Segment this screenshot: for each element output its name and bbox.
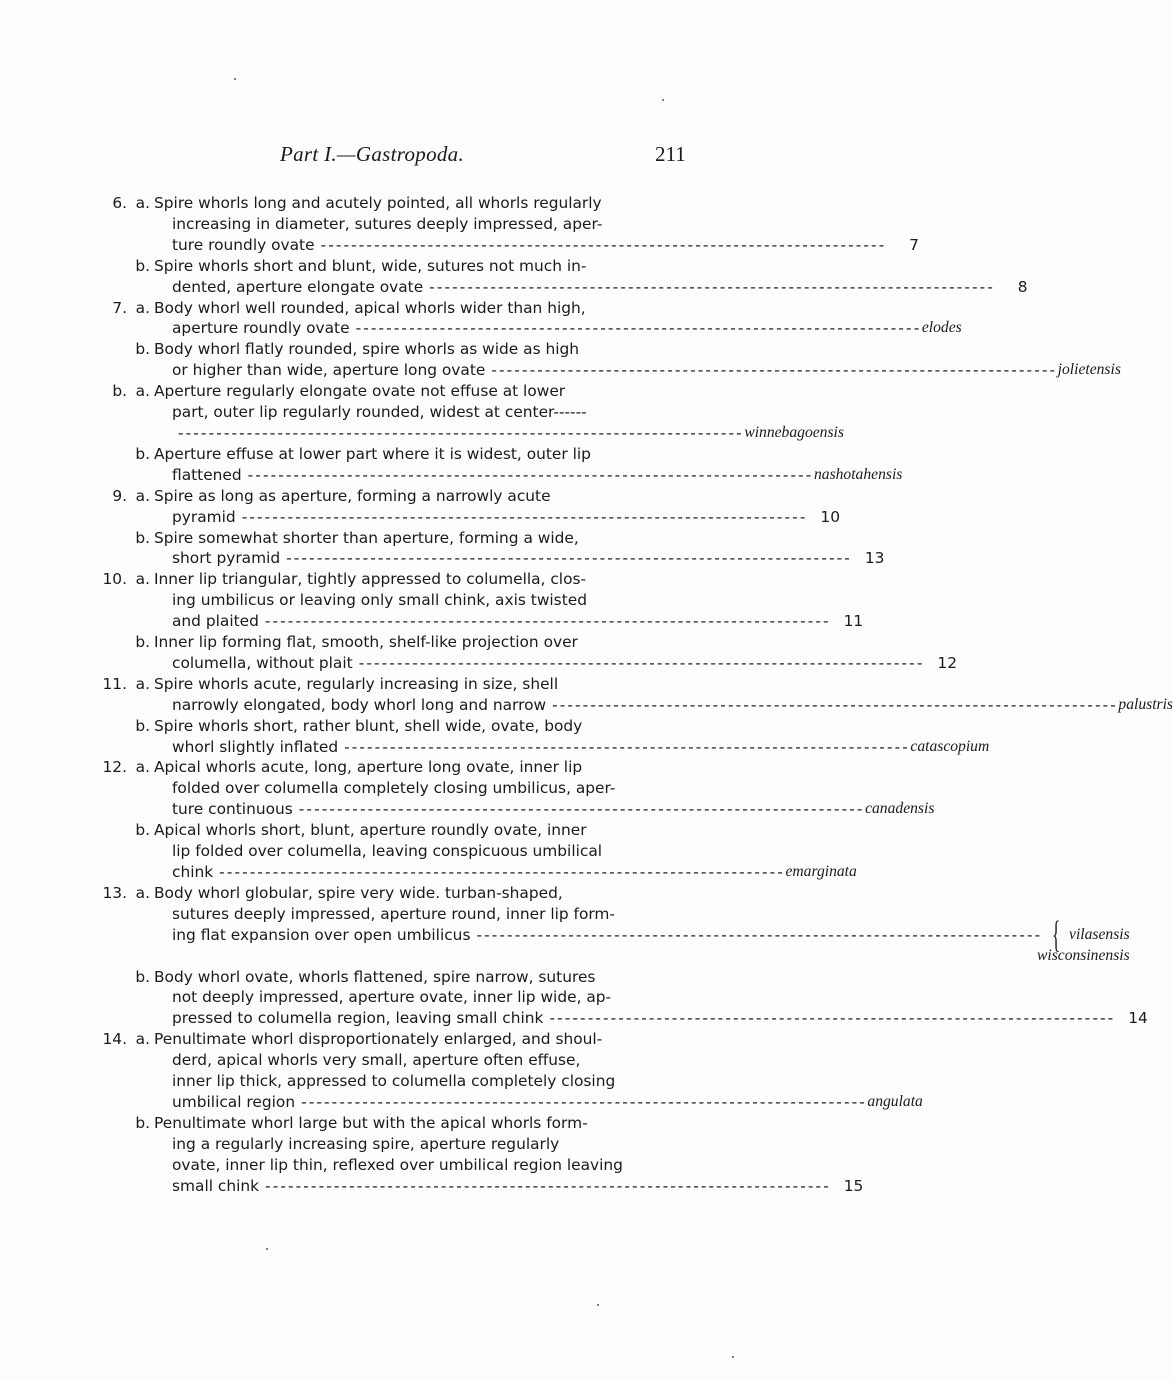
key-couplet xyxy=(90,193,1028,298)
couplet-number: 12. xyxy=(102,758,127,777)
entry-line xyxy=(154,1176,863,1197)
entry-text: pyramid xyxy=(172,507,236,526)
key-entry-b xyxy=(90,528,885,570)
entry-line xyxy=(154,444,902,465)
entry-text: Penultimate whorl large but with the apical whorls form- xyxy=(154,1113,588,1132)
entry-line xyxy=(154,528,884,549)
entry-line xyxy=(154,757,934,778)
entry-body xyxy=(150,569,863,632)
entry-text: Inner lip triangular, tightly appressed to columella, clos- xyxy=(154,570,587,589)
identification-key xyxy=(90,193,1173,1197)
taxon-name: jolietensis xyxy=(1057,361,1121,379)
key-couplet xyxy=(90,674,1173,758)
entry-letter: a. xyxy=(135,486,150,505)
entry-letter: a. xyxy=(135,674,150,693)
entry-text: sutures deeply impressed, aperture round, inner lip form- xyxy=(172,904,615,923)
entry-body xyxy=(150,632,957,674)
key-entry-b xyxy=(90,967,1148,1030)
couplet-number: 7. xyxy=(112,298,127,317)
entry-letter: a. xyxy=(135,194,150,212)
key-couplet xyxy=(90,381,903,486)
lead-number: 12 xyxy=(937,653,957,672)
couplet-number: 13. xyxy=(102,883,127,902)
entry-line xyxy=(154,1029,923,1050)
taxon-name: palustris xyxy=(1118,695,1173,713)
entry-line xyxy=(154,862,857,883)
entry-letter: b. xyxy=(135,528,150,547)
entry-line xyxy=(154,1092,923,1113)
lead-number: 10 xyxy=(820,507,840,526)
entry-text: Apical whorls short, blunt, aperture roundly ovate, inner xyxy=(154,821,587,840)
dot-leader xyxy=(219,862,781,883)
entry-text: aperture roundly ovate xyxy=(172,319,350,338)
entry-text: Body whorl ovate, whorls flattened, spire narrow, sutures xyxy=(154,967,596,986)
entry-body xyxy=(150,883,1130,967)
entry-body xyxy=(150,256,1027,298)
dot-leader xyxy=(286,548,848,569)
entry-line xyxy=(154,465,902,486)
entry-text: whorl slightly inflated xyxy=(172,737,339,756)
dot-leader xyxy=(265,611,827,632)
entry-text: ing flat expansion over open umbilicus xyxy=(172,925,471,944)
entry-body xyxy=(150,486,840,528)
entry-letter: a. xyxy=(135,1030,150,1049)
entry-text: Spire somewhat shorter than aperture, forming a wide, xyxy=(154,528,579,547)
key-entry-a xyxy=(90,569,864,632)
entry-text: part, outer lip regularly rounded, widest at center------ xyxy=(172,403,587,422)
key-entry-a xyxy=(90,1029,923,1113)
entry-line xyxy=(154,799,934,820)
entry-text: Body whorl globular, spire very wide. turban-shaped, xyxy=(154,883,563,902)
dot-leader xyxy=(248,465,810,486)
entry-text: or higher than wide, aperture long ovate xyxy=(172,361,486,380)
key-couplet xyxy=(90,486,885,570)
dot-leader xyxy=(301,1092,863,1113)
key-entry-b xyxy=(90,820,857,883)
entry-line xyxy=(154,402,844,423)
entry-text: folded over columella completely closing umbilicus, aper- xyxy=(172,779,616,798)
entry-body xyxy=(150,674,1173,716)
entry-line xyxy=(154,820,857,841)
entry-text: Spire as long as aperture, forming a narrowly acute xyxy=(154,486,551,505)
entry-line xyxy=(154,1050,923,1071)
entry-letter: b. xyxy=(135,967,150,986)
entry-letter: a. xyxy=(135,883,150,902)
key-entry-b xyxy=(90,339,1121,381)
taxon-name: winnebagoensis xyxy=(744,423,844,441)
entry-line xyxy=(154,360,1121,381)
entry-line xyxy=(154,841,857,862)
key-couplet xyxy=(90,569,957,674)
key-entry-b xyxy=(90,632,957,674)
entry-line xyxy=(154,674,1173,695)
entry-line xyxy=(154,737,989,758)
lead-number: 14 xyxy=(1128,1009,1148,1028)
entry-letter: b. xyxy=(135,633,150,652)
page-number: 211 xyxy=(655,142,686,166)
brace: { xyxy=(1051,913,1061,956)
entry-body xyxy=(150,1029,923,1113)
taxon-name: catascopium xyxy=(910,737,990,755)
entry-text: dented, aperture elongate ovate xyxy=(172,277,424,296)
paper-speck xyxy=(732,1356,734,1358)
dot-leader xyxy=(552,695,1114,716)
entry-text: and plaited xyxy=(172,612,259,631)
entry-text: Spire whorls short and blunt, wide, sutures not much in- xyxy=(154,256,587,275)
entry-letter: b. xyxy=(135,821,150,840)
lead-number: 13 xyxy=(864,549,885,568)
entry-text: chink xyxy=(172,863,214,881)
paper-speck xyxy=(234,78,236,80)
couplet-number: 11. xyxy=(102,674,127,693)
couplet-number: 14. xyxy=(102,1030,127,1049)
dot-leader xyxy=(476,925,1038,946)
entry-line xyxy=(154,1071,923,1092)
entry-text: small chink xyxy=(172,1176,260,1195)
couplet-number: 6. xyxy=(112,194,127,212)
key-entry-a xyxy=(90,381,844,444)
paper-speck xyxy=(597,1304,599,1306)
entry-body xyxy=(150,444,902,486)
entry-body xyxy=(150,193,919,256)
entry-line xyxy=(154,1008,1148,1029)
entry-line xyxy=(154,486,840,507)
dot-leader xyxy=(265,1176,827,1197)
dot-leader xyxy=(356,318,918,339)
entry-line xyxy=(154,569,863,590)
dot-leader xyxy=(549,1008,1111,1029)
entry-body xyxy=(150,716,989,758)
taxon-name: nashotahensis xyxy=(813,465,903,483)
entry-line xyxy=(154,778,934,799)
key-entry-a xyxy=(90,486,840,528)
entry-line xyxy=(154,653,957,674)
key-entry-a xyxy=(90,674,1173,716)
entry-line xyxy=(154,381,844,402)
taxon-name: elodes xyxy=(921,319,962,337)
entry-line xyxy=(154,298,962,319)
entry-line xyxy=(154,1113,863,1134)
entry-line xyxy=(154,611,863,632)
dot-leader xyxy=(299,799,861,820)
entry-line xyxy=(154,1155,863,1176)
entry-letter: b. xyxy=(135,340,150,359)
couplet-number: b. xyxy=(112,382,127,401)
entry-text: Body whorl flatly rounded, spire whorls as wide as high xyxy=(154,340,580,359)
entry-text: Spire whorls long and acutely pointed, all whorls regularly xyxy=(154,194,602,212)
entry-body xyxy=(150,820,857,883)
entry-line xyxy=(154,339,1121,360)
taxon-name: vilasensis xyxy=(1069,925,1130,943)
key-entry-a xyxy=(90,298,962,340)
entry-text: columella, without plait xyxy=(172,653,353,672)
key-entry-a xyxy=(90,193,919,256)
entry-letter: a. xyxy=(135,382,150,401)
entry-line xyxy=(154,256,1027,277)
lead-number: 8 xyxy=(1017,277,1028,296)
entry-text: Body whorl well rounded, apical whorls wider than high, xyxy=(154,298,586,317)
entry-line xyxy=(154,507,840,528)
key-entry-b xyxy=(90,256,1028,298)
key-entry-a xyxy=(90,757,935,820)
entry-text: flattened xyxy=(172,465,242,484)
entry-body xyxy=(150,967,1148,1030)
entry-line xyxy=(154,423,844,444)
key-couplet xyxy=(90,883,1148,1029)
entry-line xyxy=(154,987,1148,1008)
dot-leader xyxy=(321,235,883,256)
entry-line xyxy=(154,214,919,235)
entry-line xyxy=(154,590,863,611)
taxon-name: wisconsinensis xyxy=(1036,946,1130,964)
lead-number: 7 xyxy=(909,235,919,254)
entry-text: Aperture regularly elongate ovate not effuse at lower xyxy=(154,382,566,401)
entry-line xyxy=(154,193,919,214)
taxon-name: canadensis xyxy=(865,800,935,818)
entry-text: Spire whorls acute, regularly increasing in size, shell xyxy=(154,674,559,693)
entry-line xyxy=(154,235,919,256)
couplet-number: 10. xyxy=(102,570,127,589)
key-couplet xyxy=(90,1029,923,1196)
lead-number: 11 xyxy=(843,612,864,631)
entry-text: derd, apical whorls very small, aperture often effuse, xyxy=(172,1051,581,1070)
entry-line xyxy=(154,716,989,737)
entry-text: Apical whorls acute, long, aperture long ovate, inner lip xyxy=(154,758,583,777)
entry-text: ing umbilicus or leaving only small chink, axis twisted xyxy=(172,591,587,610)
entry-text: ovate, inner lip thin, reflexed over umbilical region leaving xyxy=(172,1155,623,1174)
entry-text: umbilical region xyxy=(172,1092,296,1111)
dot-leader xyxy=(491,360,1053,381)
entry-text: Penultimate whorl disproportionately enlarged, and shoul- xyxy=(154,1030,603,1049)
entry-text: pressed to columella region, leaving small chink xyxy=(172,1009,544,1028)
entry-body xyxy=(150,298,962,340)
key-entry-a xyxy=(90,883,1130,967)
dot-leader xyxy=(429,277,991,298)
entry-letter: b. xyxy=(135,1113,150,1132)
key-couplet xyxy=(90,757,935,882)
dot-leader xyxy=(242,507,804,528)
entry-letter: a. xyxy=(135,298,150,317)
entry-line xyxy=(154,967,1148,988)
entry-text: narrowly elongated, body whorl long and narrow xyxy=(172,695,547,714)
key-entry-b xyxy=(90,1113,864,1197)
dot-leader xyxy=(344,737,906,758)
entry-text: ing a regularly increasing spire, aperture regularly xyxy=(172,1134,560,1153)
entry-text: Aperture effuse at lower part where it is widest, outer lip xyxy=(154,444,591,463)
entry-body xyxy=(150,1113,863,1197)
entry-letter: b. xyxy=(135,716,150,735)
paper-speck xyxy=(662,99,664,101)
entry-text: ture continuous xyxy=(172,800,293,819)
key-couplet xyxy=(90,298,1121,382)
entry-body xyxy=(150,339,1121,381)
entry-line xyxy=(154,695,1173,716)
entry-text: ture roundly ovate xyxy=(172,235,315,254)
dot-leader xyxy=(359,653,921,674)
entry-body xyxy=(150,757,934,820)
entry-line xyxy=(154,1134,863,1155)
key-entry-b xyxy=(90,444,903,486)
entry-line xyxy=(154,277,1027,298)
entry-line xyxy=(154,883,1130,904)
entry-text: Inner lip forming flat, smooth, shelf-like projection over xyxy=(154,633,578,652)
entry-letter: a. xyxy=(135,570,150,589)
key-entry-b xyxy=(90,716,990,758)
couplet-number: 9. xyxy=(112,486,127,505)
dot-leader xyxy=(178,423,740,444)
entry-letter: a. xyxy=(135,758,150,777)
entry-line xyxy=(154,904,1130,925)
entry-text: not deeply impressed, aperture ovate, inner lip wide, ap- xyxy=(172,988,612,1007)
page-header xyxy=(0,142,876,172)
entry-text: short pyramid xyxy=(172,549,281,568)
entry-body xyxy=(150,528,884,570)
entry-line xyxy=(154,318,962,339)
entry-text: lip folded over columella, leaving conspicuous umbilical xyxy=(172,842,603,861)
running-title: Part I.—Gastropoda. xyxy=(280,142,465,166)
entry-text: Spire whorls short, rather blunt, shell wide, ovate, body xyxy=(154,716,583,735)
entry-line xyxy=(154,632,957,653)
taxon-name: emarginata xyxy=(785,863,857,880)
paper-speck xyxy=(266,1248,268,1250)
entry-text: increasing in diameter, sutures deeply impressed, aper- xyxy=(172,214,603,233)
lead-number: 15 xyxy=(843,1176,864,1195)
entry-letter: b. xyxy=(135,256,150,275)
entry-body xyxy=(150,381,844,444)
entry-letter: b. xyxy=(135,444,150,463)
entry-line xyxy=(154,548,884,569)
taxon-name: angulata xyxy=(867,1092,923,1110)
entry-text: inner lip thick, appressed to columella completely closing xyxy=(172,1072,616,1091)
